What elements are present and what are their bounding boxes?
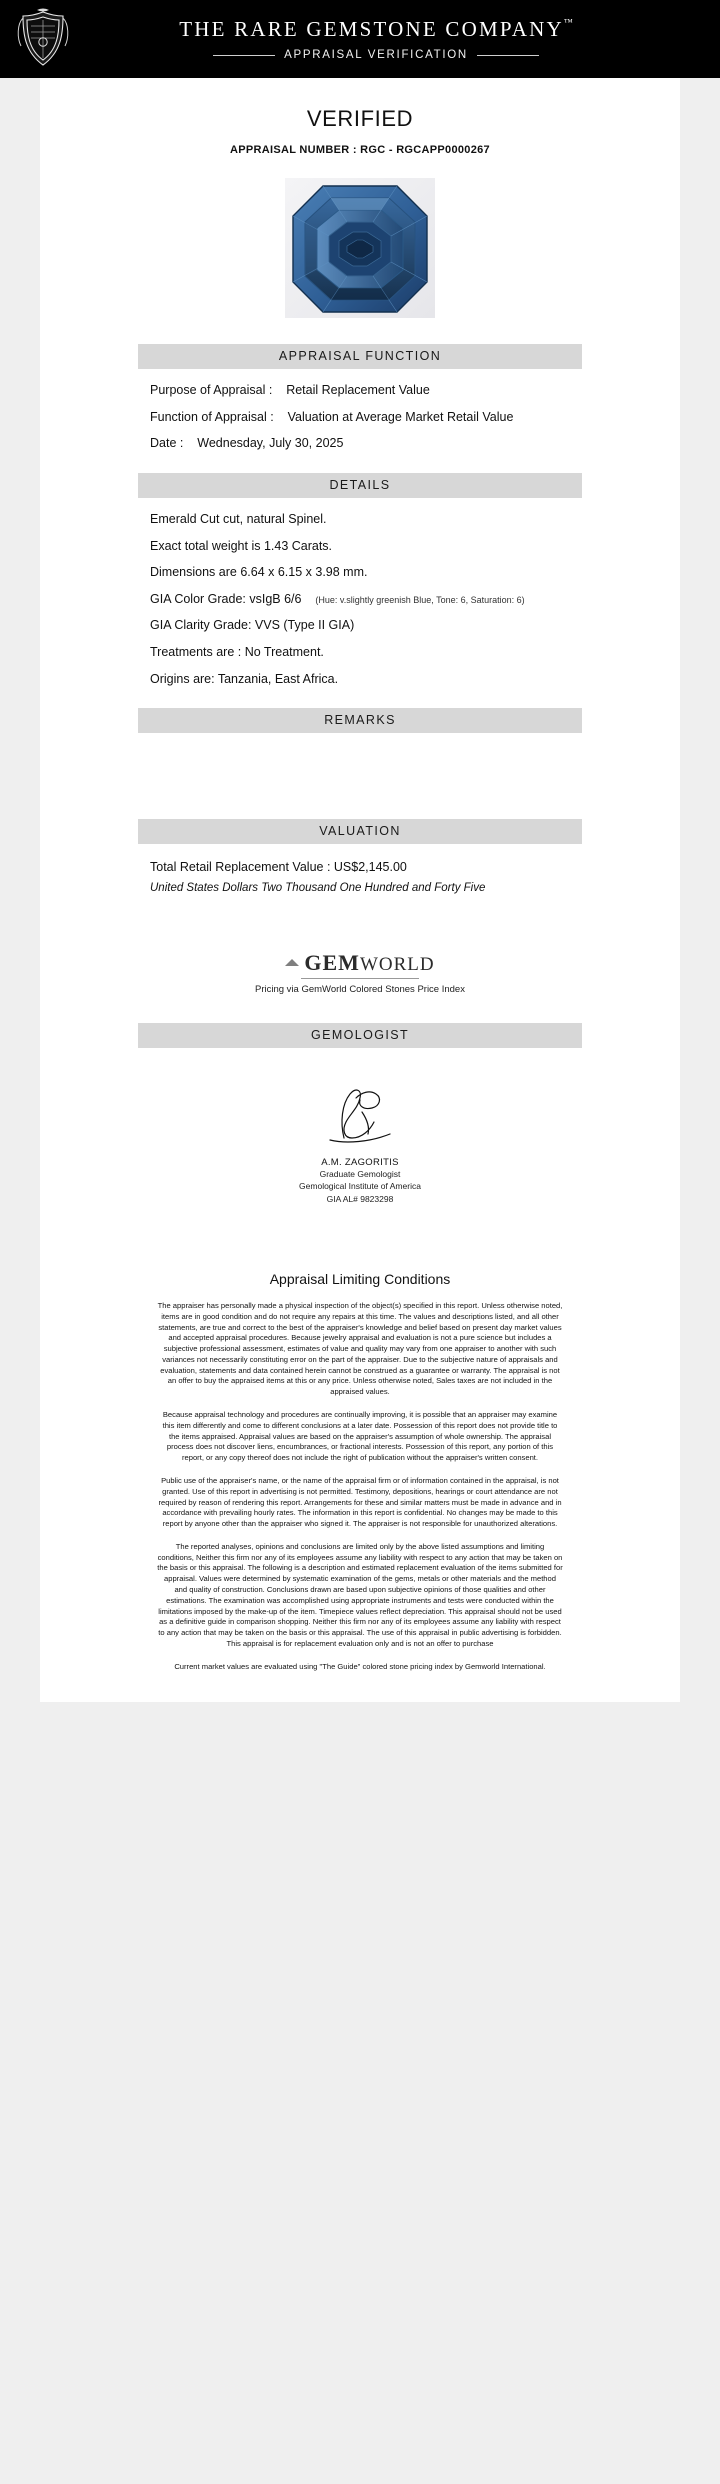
gemworld-gem: GEM — [304, 950, 360, 976]
gemworld-world: WORLD — [359, 954, 435, 976]
gemologist-name: A.M. ZAGORITIS — [321, 1157, 399, 1169]
row-purpose — [150, 383, 582, 399]
purpose-label: Purpose of Appraisal : — [150, 383, 273, 397]
detail-color-grade — [150, 592, 582, 608]
date-label: Date : — [150, 436, 184, 451]
pricing-source-caption: Pricing via GemWorld Colored Stones Price Index — [255, 984, 465, 996]
total-value-amount: US$2,145.00 — [333, 860, 407, 875]
divider-right — [477, 55, 539, 56]
detail-dimensions: Dimensions are 6.64 x 6.15 x 3.98 mm. — [150, 565, 368, 580]
section-header-gemologist: GEMOLOGIST — [138, 1023, 582, 1048]
detail-clarity-grade: GIA Clarity Grade: VVS (Type II GIA) — [150, 618, 355, 633]
limiting-conditions-title: Appraisal Limiting Conditions — [269, 1271, 451, 1287]
gemworld-logo — [285, 950, 434, 976]
section-header-appraisal-function: APPRAISAL FUNCTION — [138, 344, 582, 369]
brand-subtitle: APPRAISAL VERIFICATION — [284, 49, 468, 61]
color-grade-value: GIA Color Grade: vsIgB 6/6 — [150, 591, 302, 606]
gemologist-alumni-id: GIA AL# 9823298 — [326, 1193, 394, 1204]
brand-title — [72, 17, 680, 42]
brand-name: THE RARE GEMSTONE COMPANY — [179, 17, 564, 41]
section-header-details: DETAILS — [138, 473, 582, 498]
date-value: Wednesday, July 30, 2025 — [197, 436, 344, 451]
diamond-icon — [285, 952, 299, 966]
details-body — [138, 498, 582, 708]
limiting-conditions-body — [157, 1301, 563, 1672]
appraisal-number: APPRAISAL NUMBER : RGC - RGCAPP0000267 — [230, 144, 490, 156]
logo-underline — [301, 978, 419, 979]
row-function — [150, 410, 582, 426]
pricing-source-block — [40, 950, 680, 997]
section-header-remarks: REMARKS — [138, 708, 582, 733]
limiting-paragraph-3: Public use of the appraiser's name, or the name of the appraisal firm or of information contained in the appraisal, is not granted. Use of this report in advertising is not permitted. Testimony, depositions, hearings or court attendance are not required by reason of rendering this report. Arrangements for these and similar matters must be made in advance and in accordance with prevailing hourly rates. The information in this report is confidential. No changes may be made to this report by anyone other than the appraiser who signed it. The appraiser is not responsible for unauthorized alterations. — [158, 1475, 562, 1529]
function-label: Function of Appraisal : — [150, 409, 274, 424]
purpose-value: Retail Replacement Value — [286, 383, 430, 397]
remarks-body — [138, 733, 582, 819]
row-date — [150, 436, 582, 452]
appraisal-function-body — [138, 369, 582, 473]
blue-spinel-emerald-cut-photo — [285, 178, 435, 318]
total-value-label: Total Retail Replacement Value : — [150, 860, 331, 875]
heraldic-shield-crest-icon — [14, 8, 72, 70]
color-grade-note: (Hue: v.slightly greenish Blue, Tone: 6, Saturation: 6) — [315, 594, 525, 605]
handwritten-signature — [40, 1082, 680, 1148]
limiting-paragraph-4: The reported analyses, opinions and conclusions are limited only by the above listed assumptions and limiting conditions, Neither this firm nor any of its employees assume any liability with respect to any action that may be taken on the basis or this appraisal. The following is a description and estimated replacement evaluation of the items submitted for appraisal. Values were determined by systematic examination of the gems, metals or other materials and the method and quality of construction. Conclusions drawn are based upon subjective opinions of those qualities and other estimations. The examination was accomplished using appropriate instruments and tests were conducted within the limitations imposed by the make-up of the item. Timepiece values reflect depreciation. This appraisal should not be used as a definitive guide in comparison shopping. Neither this firm nor any of its employees assume any liability with respect to any action that may be taken on the basis or this appraisal. The use of this appraisal in public advertising is forbidden. This appraisal is for replacement evaluation only and is not an offer to purchase — [157, 1541, 563, 1648]
gemworld-wordmark — [304, 950, 434, 976]
trademark-symbol: ™ — [563, 17, 573, 27]
limiting-paragraph-2: Because appraisal technology and procedures are continually improving, it is possible that an appraiser may examine this item differently and come to different conclusions at a later date. Possession of this report does not provide title to the items appraised. Appraisal values are based on the appraiser's assumption of whole ownership. The appraisal process does not discover liens, encumbrances, or fractional interests. Possession of this report, any portion of this report, or any copy thereof does not include the right of publication without the appraiser's written consent. — [162, 1410, 558, 1463]
verified-heading: VERIFIED — [306, 106, 414, 131]
gemologist-block — [40, 1082, 680, 1205]
detail-cut: Emerald Cut cut, natural Spinel. — [150, 511, 327, 526]
valuation-body — [138, 844, 582, 898]
gemologist-institute: Gemological Institute of America — [299, 1181, 421, 1192]
certificate-sheet — [40, 78, 680, 1702]
total-value-in-words: United States Dollars Two Thousand One Hundred and Forty Five — [150, 882, 486, 895]
total-value-row — [150, 860, 582, 874]
limiting-paragraph-1: The appraiser has personally made a physical inspection of the object(s) specified in this report. Unless otherwise noted, items are in good condition and do not require any repairs at this time. The values and descriptions listed, and all other statements, are true and correct to the best of the appraiser's knowledge and belief based on present day market values and accepted appraisal procedures. Because jewelry appraisal and evaluation is not a pure science but includes a subjective professional assessment, estimates of value and quality may vary from one appraiser to another with such variances not necessarily constituting error on the part of the appraiser. Due to the subjective nature of appraisals and evaluation, statements and data contained herein cannot be construed as a guarantee or warranty. The appraisal is not an offer to buy the appraised items at this or any price. Unless otherwise noted, Sales taxes are not included in the appraised values. — [157, 1301, 563, 1397]
limiting-paragraph-5: Current market values are evaluated using "The Guide" colored stone pricing index by Gemworld International. — [174, 1661, 546, 1671]
function-value: Valuation at Average Market Retail Value — [287, 409, 514, 424]
gem-photo-area — [130, 178, 590, 318]
detail-origins: Origins are: Tanzania, East Africa. — [150, 671, 339, 686]
divider-left — [213, 55, 275, 56]
detail-treatments: Treatments are : No Treatment. — [150, 645, 324, 659]
document-header — [0, 0, 720, 78]
section-header-valuation: VALUATION — [138, 819, 582, 844]
detail-weight: Exact total weight is 1.43 Carats. — [150, 538, 333, 553]
gemologist-title: Graduate Gemologist — [319, 1169, 401, 1180]
